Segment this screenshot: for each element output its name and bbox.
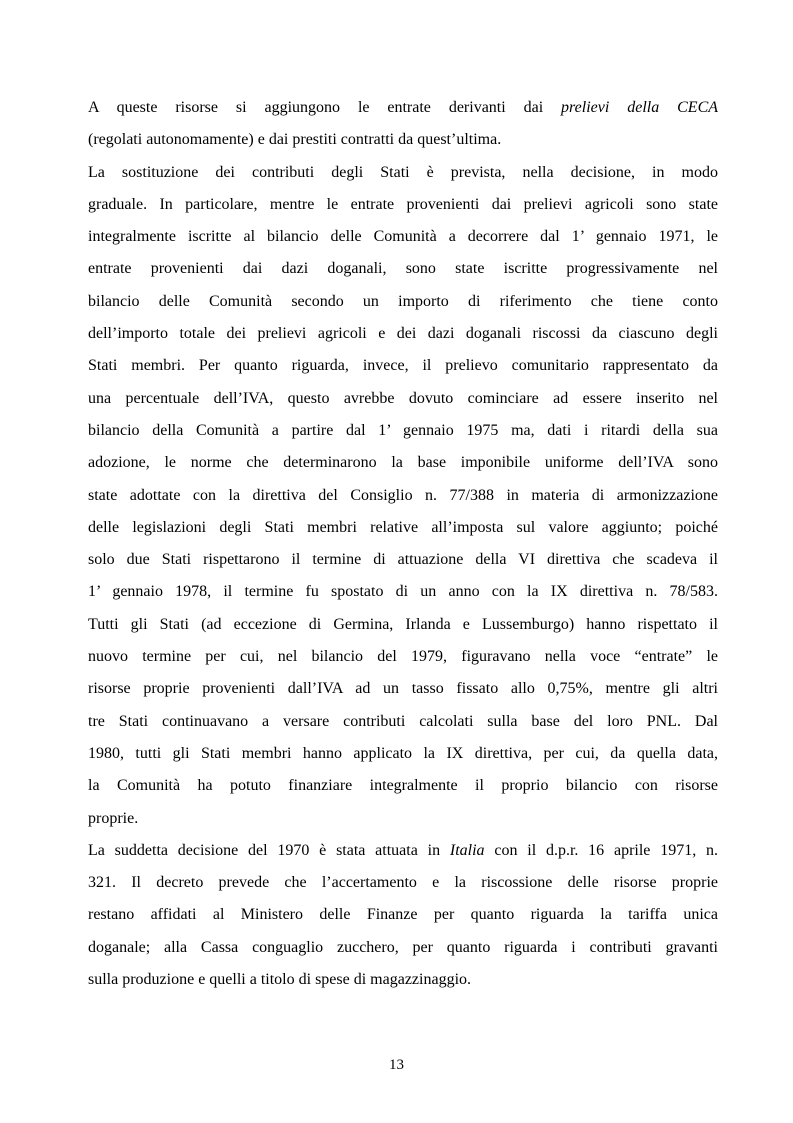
text-segment: tre Stati continuavano a versare contributi calcolati sulla base del loro PNL. Dal [88,712,718,730]
text-segment: risorse proprie provenienti dall’IVA ad un tasso fissato allo 0,75%, mentre gli altri [88,680,718,698]
text-line [88,576,718,608]
text-segment: nuovo termine per cui, nel bilancio del 1979, figuravano nella voce “entrate” le [88,648,718,666]
paragraph [88,157,718,835]
text-segment: integralmente iscritte al bilancio delle Comunità a decorrere dal 1’ gennaio 1971, le [88,228,718,246]
text-line [88,92,718,124]
text-line [88,867,718,899]
text-line [88,157,718,189]
text-segment: bilancio della Comunità a partire dal 1’ gennaio 1975 ma, dati i ritardi della sua [88,421,718,439]
text-line [88,189,718,221]
text-segment: 1’ gennaio 1978, il termine fu spostato di un anno con la IX direttiva n. 78/583. [88,583,718,601]
text-segment: (regolati autonomamente) e dai prestiti contratti da quest’ultima. [88,131,502,149]
text-line [88,932,718,964]
text-line [88,286,718,318]
text-line [88,221,718,253]
italic-text: Italia [449,841,485,859]
text-segment: 321. Il decreto prevede che l’accertamento e la riscossione delle risorse proprie [88,874,718,892]
text-line [88,253,718,285]
text-line [88,609,718,641]
text-line [88,383,718,415]
text-segment: doganale; alla Cassa conguaglio zucchero, per quanto riguarda i contributi gravanti [88,938,718,956]
italic-text: prelievi della CECA [561,99,719,116]
text-segment: Tutti gli Stati (ad eccezione di Germina, Irlanda e Lussemburgo) hanno rispettato il [88,615,718,633]
text-line [88,318,718,350]
text-segment: entrate provenienti dai dazi doganali, sono state iscritte progressivamente nel [88,260,718,278]
text-segment: dell’importo totale dei prelievi agricoli e dei dazi doganali riscossi da ciascuno degli [88,325,718,343]
paragraph [88,92,718,157]
text-line [88,447,718,479]
text-line [88,899,718,931]
text-segment: graduale. In particolare, mentre le entrate provenienti dai prelievi agricoli sono state [88,195,718,213]
text-segment: con il d.p.r. 16 aprile 1971, n. [484,841,719,859]
text-line [88,706,718,738]
text-line [88,124,718,156]
paragraph [88,835,718,996]
text-line [88,415,718,447]
document-body [88,92,718,996]
text-line [88,544,718,576]
text-segment: Stati membri. Per quanto riguarda, invece, il prelievo comunitario rappresentato da [88,357,718,375]
text-line [88,350,718,382]
text-segment: proprie. [88,809,139,827]
text-line [88,673,718,705]
text-line [88,512,718,544]
text-segment: bilancio delle Comunità secondo un importo di riferimento che tiene conto [88,292,718,310]
text-segment: adozione, le norme che determinarono la base imponibile uniforme dell’IVA sono [88,454,718,472]
page-number: 13 [389,1057,404,1073]
text-line [88,641,718,673]
text-segment: La sostituzione dei contributi degli Stati è prevista, nella decisione, in modo [88,163,718,181]
text-segment: La suddetta decisione del 1970 è stata attuata in [88,841,450,859]
text-line [88,803,718,835]
text-line [88,835,718,867]
text-segment: sulla produzione e quelli a titolo di spese di magazzinaggio. [88,971,472,989]
text-segment: solo due Stati rispettarono il termine di attuazione della VI direttiva che scadeva il [88,551,718,569]
text-segment: una percentuale dell’IVA, questo avrebbe dovuto cominciare ad essere inserito nel [88,389,718,407]
text-segment: restano affidati al Ministero delle Finanze per quanto riguarda la tariffa unica [88,906,718,924]
text-segment: A queste risorse si aggiungono le entrate derivanti dai [88,99,562,116]
text-line [88,738,718,770]
text-segment: la Comunità ha potuto finanziare integralmente il proprio bilancio con risorse [88,777,718,795]
text-line [88,964,718,996]
text-segment: delle legislazioni degli Stati membri relative all’imposta sul valore aggiunto; poiché [88,518,718,536]
text-line [88,770,718,802]
text-segment: 1980, tutti gli Stati membri hanno applicato la IX direttiva, per cui, da quella data, [88,744,718,762]
text-segment: state adottate con la direttiva del Consiglio n. 77/388 in materia di armonizzazione [88,486,718,504]
text-line [88,480,718,512]
